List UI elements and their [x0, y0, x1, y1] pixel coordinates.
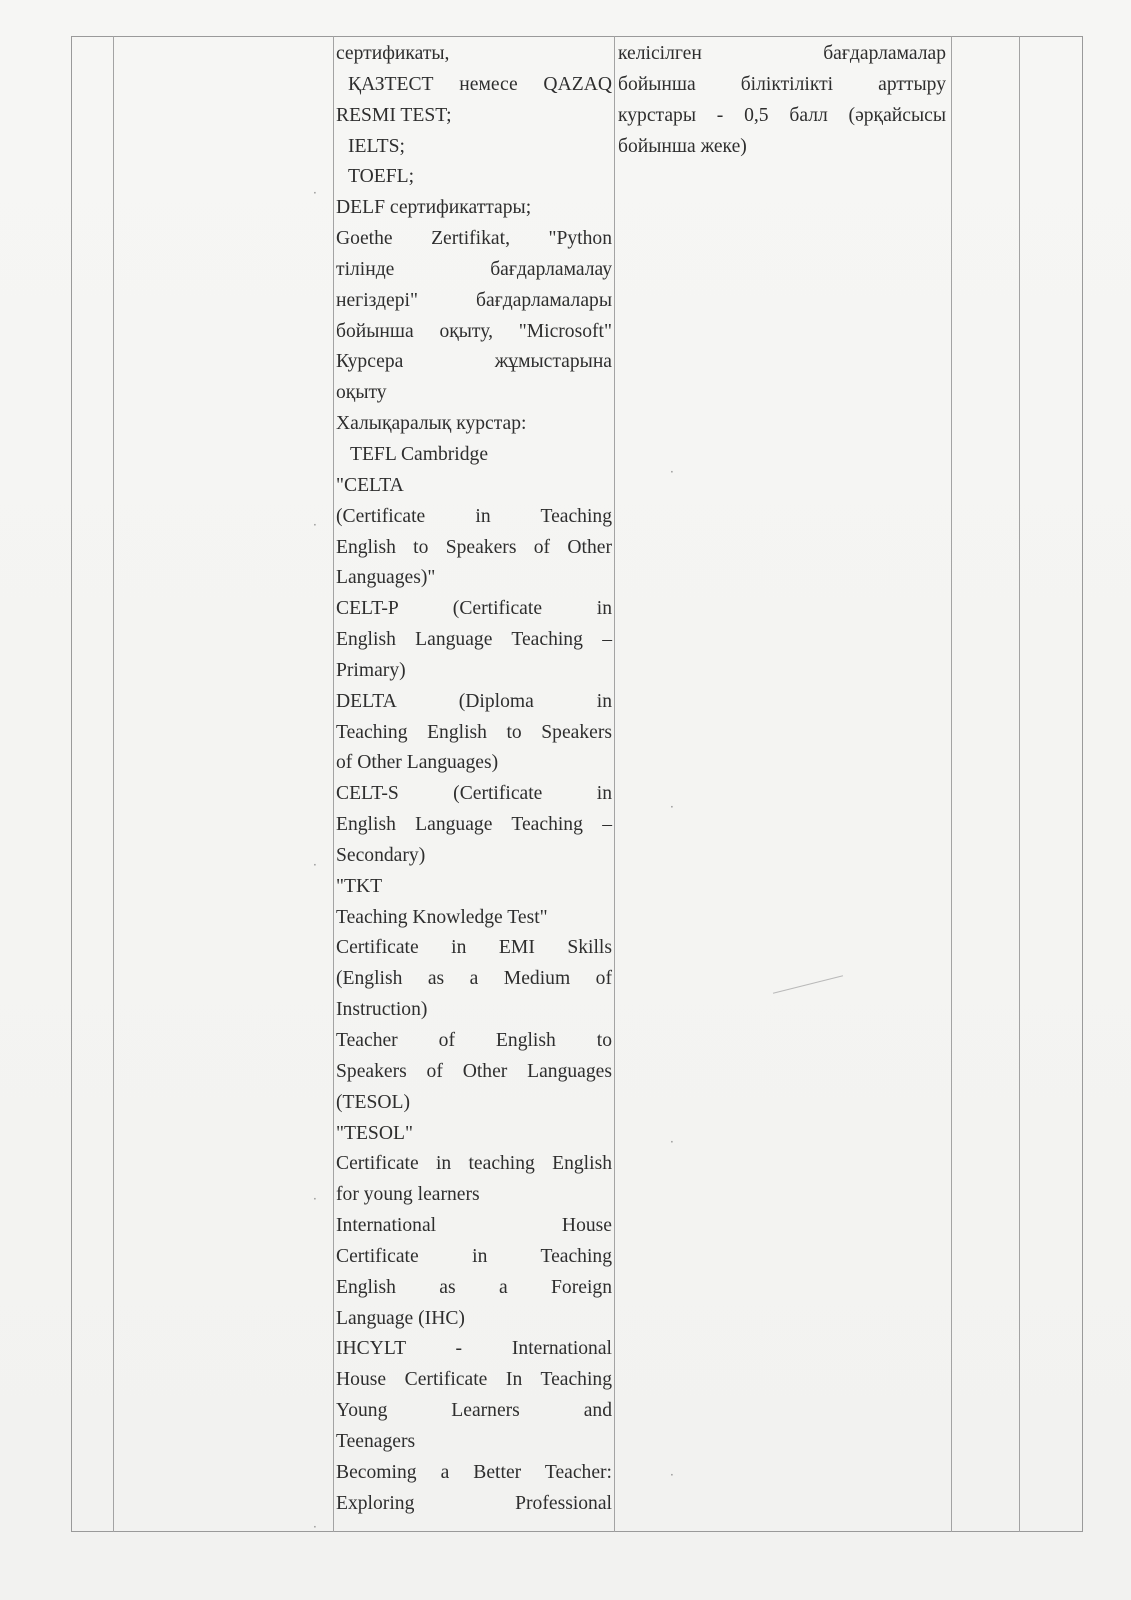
qualification-line: Languages)": [336, 567, 436, 589]
qualification-line: English as a Foreign: [336, 1276, 612, 1298]
qualification-line: Certificate in teaching English: [336, 1153, 612, 1175]
scan-speck: ·: [313, 1520, 317, 1534]
qualification-line: DELF сертификаттары;: [336, 197, 532, 219]
scan-speck: ·: [670, 1468, 674, 1482]
qualification-line: of Other Languages): [336, 752, 499, 774]
course-points-line: келісілген бағдарламалар: [618, 43, 946, 64]
qualification-line: Халықаралық курстар:: [336, 413, 527, 435]
qualification-line: Becoming a Better Teacher:: [336, 1461, 612, 1483]
qualification-line: Teacher of English to: [336, 1030, 612, 1051]
course-points-line: бойынша біліктілікті арттыру: [618, 73, 946, 95]
scan-speck: ·: [313, 858, 317, 872]
qualification-line: Certificate in Teaching: [336, 1245, 612, 1267]
qualification-line: TOEFL;: [348, 166, 415, 188]
column-divider-1: [113, 36, 114, 1532]
column-divider-5: [1019, 36, 1020, 1532]
qualification-line: for young learners: [336, 1184, 480, 1206]
qualification-line: негіздері" бағдарламалары: [336, 289, 612, 311]
qualification-line: International House: [336, 1215, 612, 1237]
qualification-line: Курсера жұмыстарына: [336, 351, 612, 373]
qualification-line: IHCYLT - International: [336, 1338, 612, 1360]
qualification-line: House Certificate In Teaching: [336, 1369, 612, 1391]
scan-speck: ·: [670, 465, 674, 479]
scan-speck: ·: [670, 1135, 674, 1149]
qualification-line: Teenagers: [336, 1430, 416, 1452]
scan-speck: ·: [313, 518, 317, 532]
qualification-line: Certificate in EMI Skills: [336, 937, 612, 959]
qualification-line: (TESOL): [336, 1091, 411, 1113]
qualification-line: "TESOL": [336, 1122, 413, 1144]
qualification-line: (English as a Medium of: [336, 968, 612, 990]
column-divider-3: [614, 36, 615, 1532]
qualification-line: English to Speakers of Other: [336, 536, 612, 558]
qualification-line: RESMI TEST;: [336, 104, 452, 126]
qualification-line: DELTA (Diploma in: [336, 690, 612, 712]
scan-speck: ·: [313, 1192, 317, 1206]
qualification-line: Instruction): [336, 999, 428, 1021]
qualification-line: сертификаты,: [336, 43, 450, 64]
column-divider-4: [951, 36, 952, 1532]
qualification-line: Speakers of Other Languages: [336, 1060, 612, 1082]
qualification-line: Teaching Knowledge Test": [336, 906, 548, 928]
course-points-cell: [615, 36, 951, 162]
scan-speck: ·: [313, 186, 317, 200]
qualification-line: (Certificate in Teaching: [336, 505, 612, 527]
qualification-line: CELT-P (Certificate in: [336, 598, 612, 620]
scan-speck: ·: [670, 800, 674, 814]
qualification-line: IELTS;: [348, 135, 405, 157]
qualification-line: TEFL Cambridge: [350, 443, 489, 465]
qualification-line: оқыту: [336, 382, 387, 404]
qualification-line: ҚАЗТЕСТ немесе QAZAQ: [348, 73, 612, 95]
qualification-line: "CELTA: [336, 474, 404, 496]
course-points-line: бойынша жеке): [618, 135, 747, 157]
qualification-line: English Language Teaching –: [336, 629, 612, 651]
course-points-line: курстары - 0,5 балл (әрқайсысы: [618, 104, 946, 126]
qualification-line: Secondary): [336, 844, 426, 866]
qualification-line: Primary): [336, 659, 406, 681]
qualification-line: Young Learners and: [336, 1400, 612, 1422]
qualification-line: тілінде бағдарламалау: [336, 258, 612, 280]
qualification-line: Goethe Zertifikat, "Python: [336, 228, 612, 250]
qualification-line: Teaching English to Speakers: [336, 721, 612, 743]
qualification-line: бойынша оқыту, "Microsoft": [336, 320, 612, 342]
qualification-line: English Language Teaching –: [336, 814, 612, 836]
qualification-line: CELT-S (Certificate in: [336, 783, 612, 805]
qualification-line: Language (IHC): [336, 1307, 465, 1329]
qualification-list-cell: [334, 36, 614, 1520]
qualification-line: "TKT: [336, 875, 383, 897]
qualification-line: Exploring Professional: [336, 1492, 612, 1514]
